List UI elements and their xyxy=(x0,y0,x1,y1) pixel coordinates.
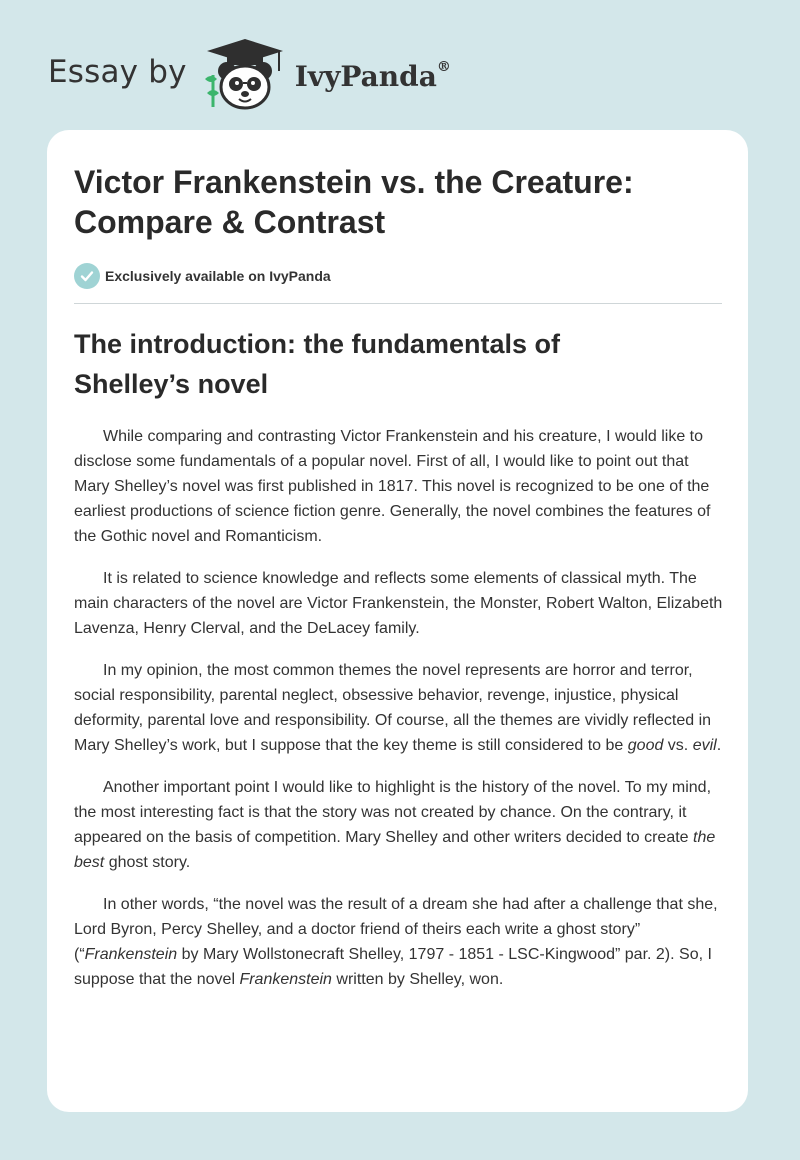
panda-graduate-icon[interactable] xyxy=(199,35,291,113)
divider xyxy=(74,303,722,304)
paragraph: In other words, “the novel was the result of a dream she had after a challenge that she, Lord Byron, Percy Shelley, and a doctor friend of theirs each write a ghost story” (“Frankenstein by Mary Wollstonecraft Shelley, 1797 - 1851 - LSC-Kingwood” par. 2). So, I suppose that the novel Frankenstein written by Shelley, won. xyxy=(74,896,718,988)
badge-label: Exclusively available on IvyPanda xyxy=(105,268,331,284)
registered-mark: ® xyxy=(436,59,451,76)
section-heading: The introduction: the fundamentals of Shelley’s novel xyxy=(74,329,560,399)
brand-name[interactable]: IvyPanda® xyxy=(294,59,451,93)
essay-card xyxy=(47,130,748,1112)
exclusive-badge xyxy=(74,263,331,289)
site-header xyxy=(48,34,451,114)
paragraph: Another important point I would like to highlight is the history of the novel. To my mind, the most interesting fact is that the story was not created by chance. On the contrary, it appeared on the basis of competition. Mary Shelley and other writers decided to create the best ghost story. xyxy=(74,779,716,871)
essay-body xyxy=(74,424,724,1009)
essay-by-label: Essay by xyxy=(48,54,187,90)
page-title: Victor Frankenstein vs. the Creature: Compare & Contrast xyxy=(74,164,634,240)
check-icon xyxy=(74,263,100,289)
paragraph: While comparing and contrasting Victor Frankenstein and his creature, I would like to disclose some fundamentals of a popular novel. First of all, I would like to point out that Mary Shelley’s novel was first published in 1817. This novel is recognized to be one of the earliest productions of science fiction genre. Generally, the novel combines the features of the Gothic novel and Romanticism. xyxy=(74,428,711,545)
paragraph: It is related to science knowledge and reflects some elements of classical myth. The main characters of the novel are Victor Frankenstein, the Monster, Robert Walton, Elizabeth Lavenza, Henry Clerval, and the DeLacey family. xyxy=(74,570,723,637)
paragraph: In my opinion, the most common themes the novel represents are horror and terror, social responsibility, parental neglect, obsessive behavior, revenge, injustice, physical deformity, parental love and responsibility. Of course, all the themes are vividly reflected in Mary Shelley’s work, but I suppose that the key theme is still considered to be good vs. evil. xyxy=(74,662,722,754)
